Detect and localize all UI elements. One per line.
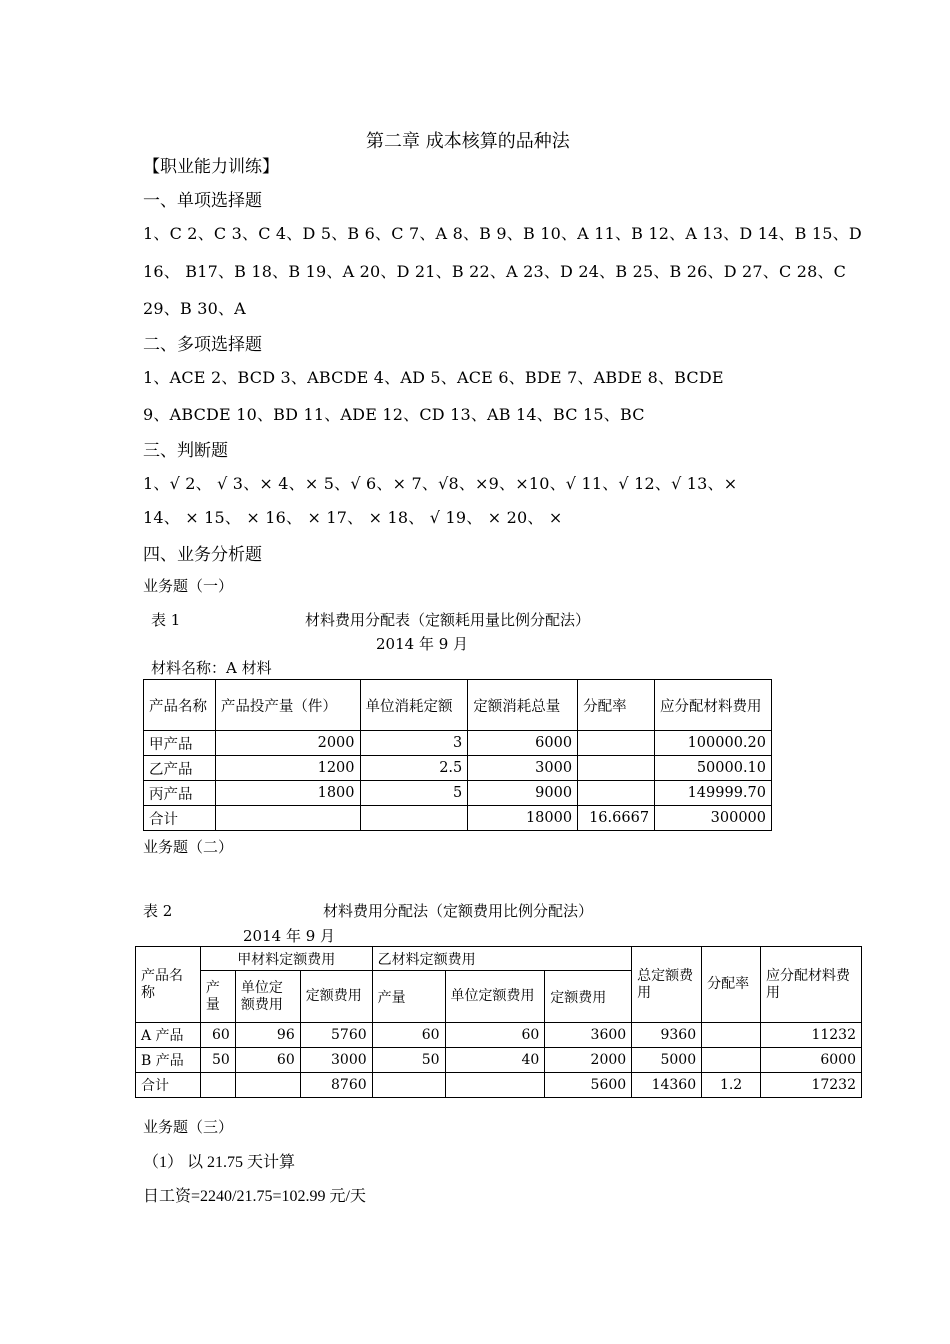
section1-line-1: 1、C 2、C 3、C 4、D 5、B 6、C 7、A 8、B 9、B 10、A 11、B 12、A 13、D 14、B 15、D [143,224,862,243]
t2-h-group-b: 乙材料定额费用 [372,947,632,971]
t2-cell: 17232 [761,1073,862,1098]
table-row [136,1023,862,1048]
page-title: 第二章 成本核算的品种法 [366,131,570,152]
training-heading: 【职业能力训练】 [143,157,279,177]
t2-h-group-a: 甲材料定额费用 [200,947,372,971]
t2-cell: 14360 [632,1073,702,1098]
t1-cell: 6000 [468,731,578,756]
t1-cell [578,781,655,806]
table-row [144,731,772,756]
table1-title: 材料费用分配表（定额耗用量比例分配法） [305,611,591,629]
t2-h-qty-a: 产量 [200,971,235,1023]
section1-line-2: 16、 B17、B 18、B 19、A 20、D 21、B 22、A 23、D 24、B 25、B 26、D 27、C 28、C [143,262,847,281]
t2-h-product: 产品名称 [136,947,201,1023]
task1-heading: 业务题（一） [143,577,234,595]
table1-date: 2014 年 9 月 [376,635,469,653]
t1-cell: 1800 [215,781,360,806]
t1-cell: 3 [360,731,468,756]
table-row [144,806,772,831]
t2-cell: 5000 [632,1048,702,1073]
t2-cell: 50 [372,1048,445,1073]
t2-cell: 2000 [545,1048,632,1073]
t2-cell: 8760 [300,1073,372,1098]
t1-cell: 丙产品 [144,781,216,806]
t2-cell: 60 [235,1048,300,1073]
t2-cell: 合计 [136,1073,201,1098]
t1-cell: 2000 [215,731,360,756]
t1-cell: 甲产品 [144,731,216,756]
t1-cell: 100000.20 [655,731,772,756]
table1-header-row [144,680,772,731]
t1-cell [360,806,468,831]
t2-h-total: 总定额费用 [632,947,702,1023]
table2-date: 2014 年 9 月 [243,927,336,945]
t1-h-rate: 分配率 [578,680,655,731]
section1-line-3: 29、B 30、A [143,299,246,318]
table1 [143,679,772,831]
t2-cell: 60 [200,1023,235,1048]
t2-cell: B 产品 [136,1048,201,1073]
table2 [135,946,862,1098]
t1-cell: 2.5 [360,756,468,781]
section2-heading: 二、多项选择题 [143,335,262,355]
t1-cell: 149999.70 [655,781,772,806]
task2-heading: 业务题（二） [143,838,234,856]
section2-line-1: 1、ACE 2、BCD 3、ABCDE 4、AD 5、ACE 6、BDE 7、ABDE 8、BCDE [143,368,724,387]
t2-cell: 3600 [545,1023,632,1048]
task3-formula: 日工资=2240/21.75=102.99 元/天 [143,1188,366,1205]
t2-cell: 5760 [300,1023,372,1048]
t1-cell [578,756,655,781]
t2-cell [235,1073,300,1098]
section2-line-2: 9、ABCDE 10、BD 11、ADE 12、CD 13、AB 14、BC 15、BC [143,405,645,424]
t2-cell [372,1073,445,1098]
t1-cell: 50000.10 [655,756,772,781]
t1-cell: 合计 [144,806,216,831]
table2-label: 表 2 [143,902,173,920]
table-row [144,781,772,806]
t2-h-qty-b: 产量 [372,971,445,1023]
t1-h-product: 产品名称 [144,680,216,731]
t2-h-allocated: 应分配材料费用 [761,947,862,1023]
task3-heading: 业务题（三） [143,1118,234,1136]
t1-cell: 1200 [215,756,360,781]
t2-h-rate: 分配率 [702,947,761,1023]
t2-h-unit-b: 单位定额费用 [445,971,545,1023]
t2-h-unit-a: 单位定额费用 [235,971,300,1023]
t1-h-unit: 单位消耗定额 [360,680,468,731]
table2-header-row-1 [136,947,862,971]
table-row [136,1073,862,1098]
t2-cell: 60 [372,1023,445,1048]
section3-line-1: 1、√ 2、 √ 3、× 4、× 5、√ 6、× 7、√8、×9、×10、√ 11、√ 12、√ 13、× [143,474,738,493]
t1-h-total: 定额消耗总量 [468,680,578,731]
t2-cell [200,1073,235,1098]
t1-cell: 3000 [468,756,578,781]
t1-cell [578,731,655,756]
section3-heading: 三、判断题 [143,441,228,461]
t1-cell: 18000 [468,806,578,831]
section3-line-2: 14、 × 15、 × 16、 × 17、 × 18、 √ 19、 × 20、 × [143,508,563,527]
t1-h-allocated: 应分配材料费用 [655,680,772,731]
t2-cell: 11232 [761,1023,862,1048]
task3-step1: （1） 以 21.75 天计算 [143,1154,296,1171]
t2-cell: 1.2 [702,1073,761,1098]
t1-h-output: 产品投产量（件） [215,680,360,731]
t1-cell [215,806,360,831]
t2-cell: 6000 [761,1048,862,1073]
t2-cell: 40 [445,1048,545,1073]
section4-heading: 四、业务分析题 [143,545,262,565]
t2-cell: 9360 [632,1023,702,1048]
t2-cell [445,1073,545,1098]
t2-cell [702,1023,761,1048]
table1-label: 表 1 [151,611,181,629]
t2-h-cost-b: 定额费用 [545,971,632,1023]
t2-cell: 96 [235,1023,300,1048]
t2-cell: 3000 [300,1048,372,1073]
t1-cell: 乙产品 [144,756,216,781]
t2-cell: 60 [445,1023,545,1048]
section1-heading: 一、单项选择题 [143,191,262,211]
t2-cell: A 产品 [136,1023,201,1048]
t2-h-cost-a: 定额费用 [300,971,372,1023]
t1-cell: 300000 [655,806,772,831]
t1-cell: 9000 [468,781,578,806]
t2-cell: 50 [200,1048,235,1073]
table-row [144,756,772,781]
table2-title: 材料费用分配法（定额费用比例分配法） [323,902,594,920]
t1-cell: 5 [360,781,468,806]
table1-material: 材料名称：A 材料 [151,659,272,677]
t1-cell: 16.6667 [578,806,655,831]
t2-cell [702,1048,761,1073]
t2-cell: 5600 [545,1073,632,1098]
table-row [136,1048,862,1073]
